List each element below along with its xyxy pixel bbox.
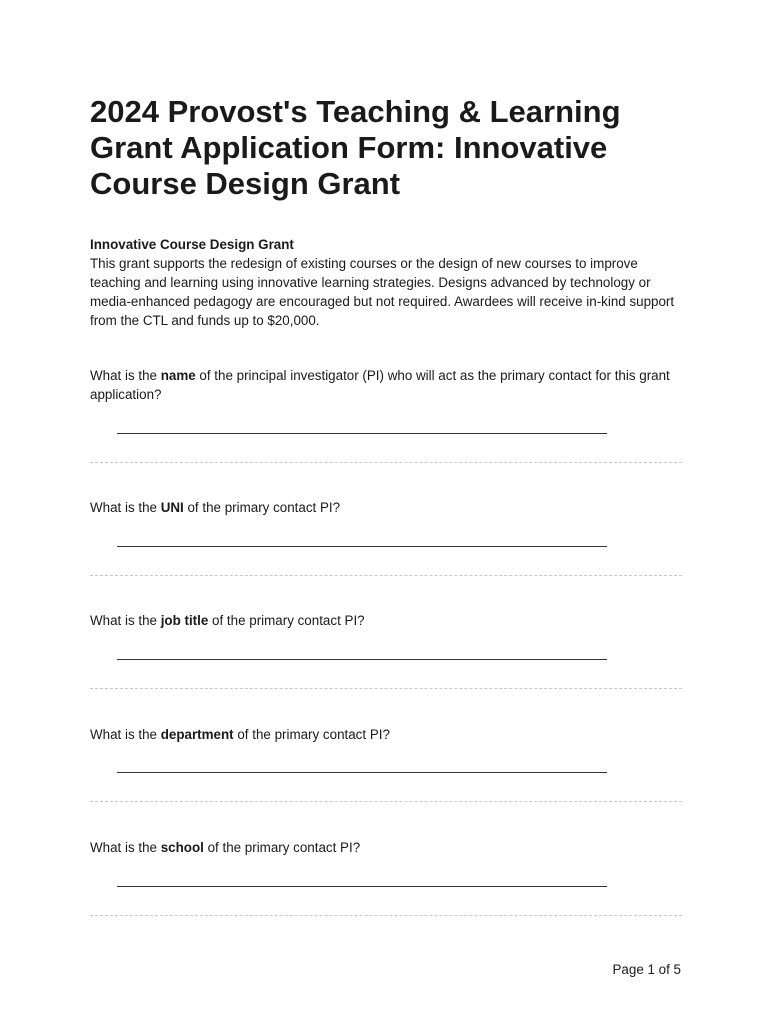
question-suffix: of the primary contact PI? (208, 613, 365, 628)
question-suffix: of the primary contact PI? (233, 727, 390, 742)
section-divider (90, 915, 682, 916)
answer-line-pi-department[interactable] (117, 772, 607, 773)
answer-line-pi-uni[interactable] (117, 546, 607, 547)
question-prefix: What is the (90, 613, 161, 628)
answer-line-pi-school[interactable] (117, 886, 607, 887)
question-keyword: UNI (160, 500, 184, 515)
question-pi-school (90, 838, 680, 857)
question-suffix: of the primary contact PI? (183, 500, 341, 515)
question-prefix: What is the (90, 840, 161, 855)
grant-intro (90, 235, 690, 330)
answer-line-pi-name[interactable] (117, 433, 607, 434)
question-prefix: What is the (90, 368, 161, 383)
section-divider (90, 801, 682, 802)
question-suffix: of the primary contact PI? (203, 840, 361, 855)
question-pi-department (90, 725, 680, 744)
document-title: 2024 Provost's Teaching & Learning Grant Application Form: Innovative Course Design Grant (90, 94, 621, 201)
intro-description: This grant supports the redesign of existing courses or the design of new courses to improve teaching and learning using innovative learning strategies. Designs advanced by technology or media-enhanced pedagogy are encouraged but not required. Awardees will receive in-kind support from the CTL and funds up to $20,000. (90, 256, 675, 328)
question-suffix: of the principal investigator (PI) who will act as the primary contact for this grant application? (90, 368, 670, 402)
answer-line-pi-job-title[interactable] (117, 659, 607, 660)
question-pi-uni (90, 498, 680, 517)
section-divider (90, 688, 682, 689)
intro-heading: Innovative Course Design Grant (90, 237, 294, 252)
question-keyword: job title (160, 613, 209, 628)
question-pi-name (90, 366, 680, 404)
question-pi-job-title (90, 611, 680, 630)
page-number: Page 1 of 5 (612, 962, 681, 977)
question-prefix: What is the (90, 727, 161, 742)
question-keyword: name (160, 368, 196, 383)
section-divider (90, 575, 682, 576)
question-keyword: department (160, 727, 234, 742)
question-prefix: What is the (90, 500, 161, 515)
question-keyword: school (160, 840, 204, 855)
section-divider (90, 462, 682, 463)
